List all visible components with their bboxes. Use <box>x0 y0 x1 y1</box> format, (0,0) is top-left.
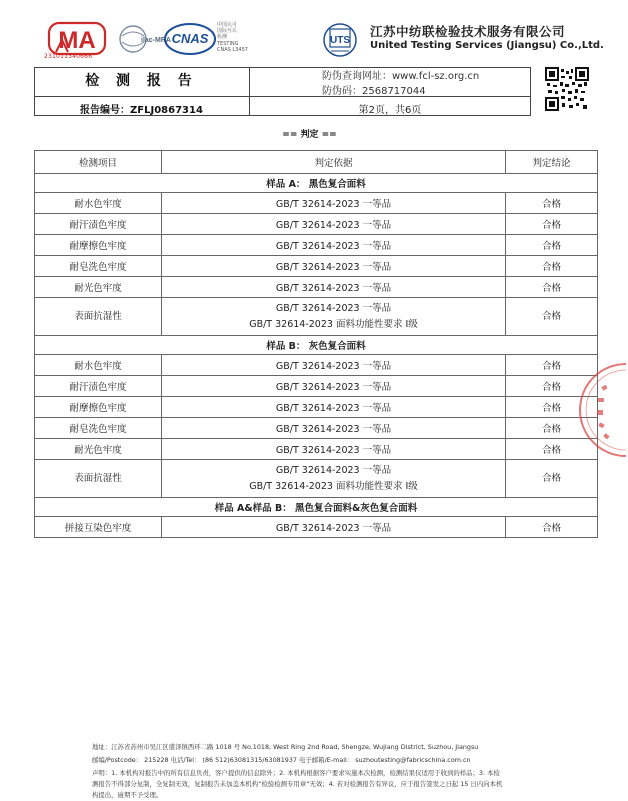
test-basis: GB/T 32614-2023 一等品 <box>162 517 506 538</box>
table-row <box>35 397 598 418</box>
column-header: 判定依据 <box>162 151 506 174</box>
test-basis: GB/T 32614-2023 一等品 <box>162 235 506 256</box>
table-row <box>35 277 598 298</box>
test-item: 耐皂洗色牢度 <box>35 256 162 277</box>
test-result: 合格 <box>506 214 598 235</box>
cnas-accreditation-text: 中国认可 国际互认 检测 TESTING CNAS L3457 <box>217 22 248 53</box>
table-row <box>35 460 598 498</box>
verify-code: 防伪码：2568717044 <box>322 86 426 97</box>
test-basis: GB/T 32614-2023 一等品 <box>162 256 506 277</box>
cnas-logo <box>163 22 217 56</box>
test-basis: GB/T 32614-2023 一等品 <box>162 397 506 418</box>
uts-logo <box>322 22 358 58</box>
test-result: 合格 <box>506 256 598 277</box>
table-row <box>35 439 598 460</box>
test-item: 耐汗渍色牢度 <box>35 376 162 397</box>
test-result: 合格 <box>506 418 598 439</box>
test-basis: GB/T 32614-2023 一等品 <box>162 214 506 235</box>
company-name-en: United Testing Services (Jiangsu) Co.,Ltd. <box>370 40 604 51</box>
test-basis: GB/T 32614-2023 一等品 <box>162 418 506 439</box>
report-number: 报告编号：ZFLJ0867314 <box>80 105 203 116</box>
sample-group-title: 样品 A： 黑色复合面料 <box>35 174 598 193</box>
test-item: 耐摩擦色牢度 <box>35 397 162 418</box>
divider <box>34 96 531 97</box>
test-basis-line: GB/T 32614-2023 一等品 <box>275 464 392 476</box>
results-table <box>34 150 598 538</box>
test-basis-line: GB/T 32614-2023 一等品 <box>275 302 392 314</box>
ilac-mra-logo <box>117 24 171 54</box>
test-item: 耐摩擦色牢度 <box>35 235 162 256</box>
test-result: 合格 <box>506 277 598 298</box>
test-item: 耐水色牢度 <box>35 355 162 376</box>
official-seal-icon <box>588 360 628 460</box>
table-row <box>35 355 598 376</box>
table-row <box>35 214 598 235</box>
table-row <box>35 298 598 336</box>
report-title: 检 测 报 告 <box>85 73 198 89</box>
table-row <box>35 235 598 256</box>
svg-text:MA: MA <box>58 27 96 54</box>
footer-address: 地址：江苏省苏州市吴江区盛泽镇西环二路 1018 号 No.1018, West Ring 2nd Road, Shengze, Wujiang District, Suzhou, Jiangsu <box>92 743 479 751</box>
test-result: 合格 <box>506 439 598 460</box>
test-item: 耐光色牢度 <box>35 439 162 460</box>
test-result: 合格 <box>506 397 598 418</box>
test-item: 拼接互染色牢度 <box>35 517 162 538</box>
page-indicator: 第2页，共6页 <box>358 105 422 116</box>
test-result: 合格 <box>506 376 598 397</box>
sample-group-row <box>35 336 598 355</box>
column-header: 检测项目 <box>35 151 162 174</box>
table-header-row <box>35 151 598 174</box>
test-item: 耐水色牢度 <box>35 193 162 214</box>
test-basis: GB/T 32614-2023 一等品 <box>162 355 506 376</box>
test-result: 合格 <box>506 298 598 336</box>
footer-statement: 声明：1. 本机构对报告中的所有信息负责，客户提供的信息除外；2. 本机构根据客户要求实施本次检测，检测结果仅适用于收到的样品；3. 本检 <box>92 769 500 777</box>
table-row <box>35 517 598 538</box>
table-row <box>35 376 598 397</box>
table-row <box>35 418 598 439</box>
test-basis-line: GB/T 32614-2023 面料功能性要求 Ⅰ级 <box>249 318 418 330</box>
test-item: 耐皂洗色牢度 <box>35 418 162 439</box>
cma-number: 231011340666 <box>44 53 93 60</box>
table-row <box>35 193 598 214</box>
test-basis <box>162 298 506 336</box>
sample-group-title: 样品 B： 灰色复合面料 <box>35 336 598 355</box>
test-result: 合格 <box>506 193 598 214</box>
svg-text:UTS: UTS <box>330 35 350 46</box>
svg-text:ilac-MRA: ilac-MRA <box>141 37 171 44</box>
verify-url[interactable]: 防伪查询网址：www.fcl-sz.org.cn <box>322 71 480 82</box>
footer-statement: 构提出，逾期不予受理。 <box>92 791 163 799</box>
test-result: 合格 <box>506 235 598 256</box>
test-basis: GB/T 32614-2023 一等品 <box>162 277 506 298</box>
test-basis: GB/T 32614-2023 一等品 <box>162 439 506 460</box>
sample-group-row <box>35 498 598 517</box>
qr-code-icon <box>545 67 589 111</box>
footer-statement: 测报告不得部分复制，全复制无效，复制报告未加盖本机构“检验检测专用章”无效；4. 若对检测报告有异议，应于报告签发之日起 15 日内向本机 <box>92 780 503 788</box>
section-title: == 判定 == <box>282 130 337 140</box>
footer-contact: 邮编/Postcode： 215228 电话/Tel： (86 512)63081315/63081937 电子邮箱/E-mail： suzhoutesting@fabricschina.com.cn <box>92 756 471 764</box>
table-row <box>35 256 598 277</box>
company-name-cn: 江苏中纺联检验技术服务有限公司 <box>370 24 566 39</box>
svg-text:CNAS: CNAS <box>171 31 209 46</box>
test-basis-line: GB/T 32614-2023 面料功能性要求 Ⅰ级 <box>249 480 418 492</box>
test-item: 表面抗湿性 <box>35 460 162 498</box>
test-item: 表面抗湿性 <box>35 298 162 336</box>
test-basis <box>162 460 506 498</box>
column-header: 判定结论 <box>506 151 598 174</box>
test-basis: GB/T 32614-2023 一等品 <box>162 376 506 397</box>
sample-group-title: 样品 A&样品 B： 黑色复合面料&灰色复合面料 <box>35 498 598 517</box>
test-result: 合格 <box>506 460 598 498</box>
test-item: 耐汗渍色牢度 <box>35 214 162 235</box>
test-result: 合格 <box>506 355 598 376</box>
test-item: 耐光色牢度 <box>35 277 162 298</box>
sample-group-row <box>35 174 598 193</box>
test-result: 合格 <box>506 517 598 538</box>
test-basis: GB/T 32614-2023 一等品 <box>162 193 506 214</box>
